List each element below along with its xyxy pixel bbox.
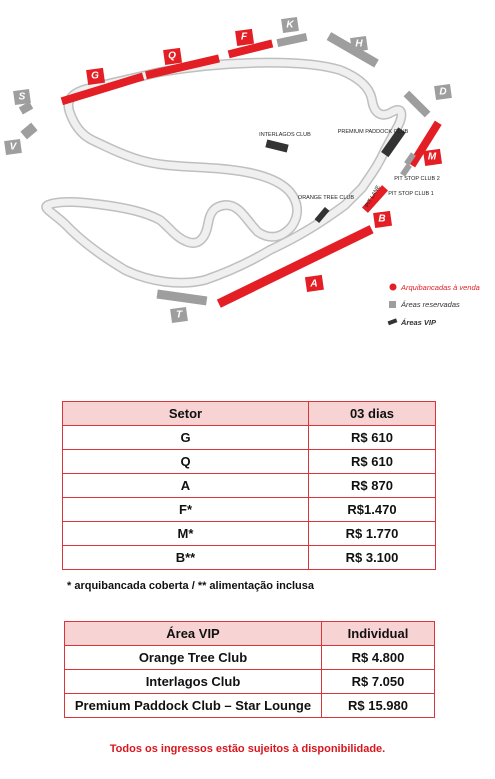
price-cell: R$ 7.050 [322,670,435,694]
vip-area-cell: Interlagos Club [65,670,322,694]
table-header-row [63,402,436,426]
price-cell: R$ 610 [309,426,436,450]
badge-t-label: T [175,309,183,321]
header-setor: Setor [63,402,309,426]
legend-sale-marker [390,284,397,291]
badge-d-label: D [439,86,447,98]
sector-cell: G [63,426,309,450]
table-row [63,474,436,498]
badge-v-label: V [9,141,17,153]
vip-area-cell: Orange Tree Club [65,646,322,670]
label-orange: ORANGE TREE CLUB [297,195,355,201]
label-pit1: PIT STOP CLUB 1 [388,191,434,197]
header-individual: Individual [322,622,435,646]
race-track [46,63,401,283]
legend-vip-marker [388,318,398,325]
label-pitlane: PIT LANE [364,184,382,209]
table-footnote: * arquibancada coberta / ** alimentação inclusa [67,580,314,592]
legend-reserved-marker [389,301,396,308]
label-premium: PREMIUM PADDOCK CLUB [337,129,409,135]
sector-cell: Q [63,450,309,474]
sector-cell: B** [63,546,309,570]
label-interlagos: INTERLAGOS CLUB [259,132,311,138]
price-cell: R$ 15.980 [322,694,435,718]
table-row [63,450,436,474]
price-cell: R$ 610 [309,450,436,474]
map-legend [388,283,480,327]
badge-f-label: F [240,31,248,43]
legend-sale-label: Arquibancadas à venda [401,283,480,292]
badge-q-label: Q [168,50,176,62]
sector-cell: F* [63,498,309,522]
table-header-row [65,622,435,646]
price-cell: R$ 1.770 [309,522,436,546]
badge-b-label: B [378,213,386,225]
badge-g-label: G [91,70,99,82]
badge-s-label: S [18,91,26,103]
price-cell: R$ 4.800 [322,646,435,670]
sector-cell: A [63,474,309,498]
stand-d [404,91,431,118]
vip-pit1 [400,163,412,176]
table-row [63,522,436,546]
table-row [63,426,436,450]
table-row [63,498,436,522]
sector-cell: M* [63,522,309,546]
table-row [65,670,435,694]
header-area-vip: Área VIP [65,622,322,646]
vip-price-table [64,621,435,718]
legend-vip-label: Áreas VIP [401,318,437,327]
sector-price-table [62,401,436,570]
badge-k-label: K [286,19,294,31]
table-row [65,694,435,718]
stand-v [20,123,37,140]
label-pit2: PIT STOP CLUB 2 [394,176,440,182]
badge-h-label: H [355,38,363,50]
table-row [65,646,435,670]
badge-a-label: A [310,278,318,290]
table-row [63,546,436,570]
vip-area-cell: Premium Paddock Club – Star Lounge [65,694,322,718]
stand-k [276,33,307,47]
price-cell: R$ 3.100 [309,546,436,570]
header-days: 03 dias [309,402,436,426]
stand-t [157,290,208,306]
badge-m-label: M [427,151,437,163]
price-cell: R$ 870 [309,474,436,498]
legend-reserved-label: Áreas reservadas [401,300,460,309]
circuit-map [0,0,495,340]
availability-disclaimer: Todos os ingressos estão sujeitos à disponibilidade. [109,743,386,755]
price-cell: R$1.470 [309,498,436,522]
vip-interlagos [265,139,288,152]
